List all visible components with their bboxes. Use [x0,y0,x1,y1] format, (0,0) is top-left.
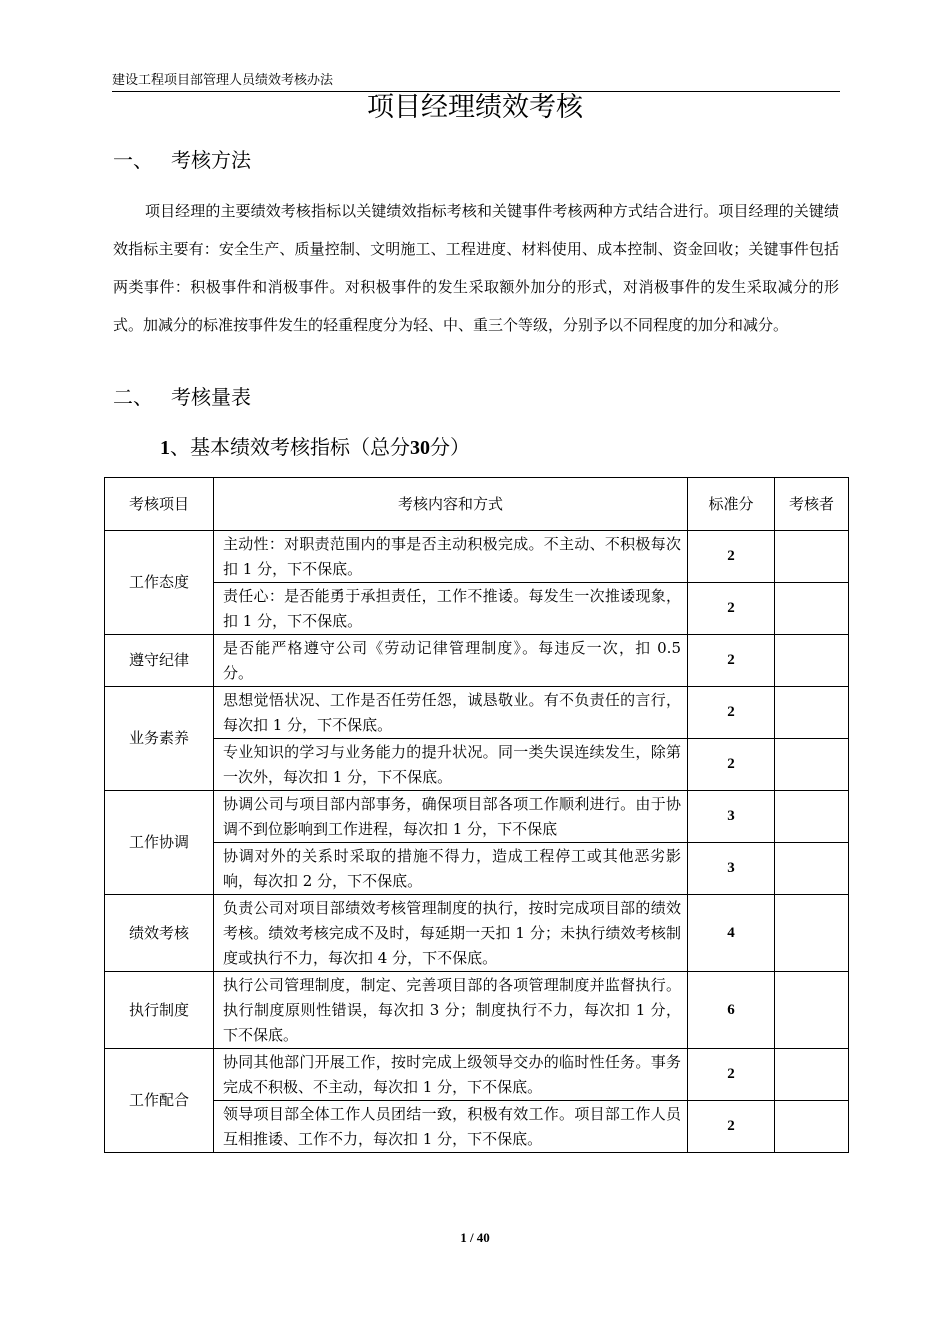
content-cell: 协调公司与项目部内部事务，确保项目部各项工作顺利进行。由于协调不到位影响到工作进程，每次扣 1 分，下不保底 [214,791,688,843]
content-cell: 专业知识的学习与业务能力的提升状况。同一类失误连续发生，除第一次外，每次扣 1 分，下不保底。 [214,739,688,791]
section-title: 考核量表 [171,385,251,409]
content-cell: 协调对外的关系时采取的措施不得力，造成工程停工或其他恶劣影响，每次扣 2 分，下不保底。 [214,843,688,895]
running-header: 建设工程项目部管理人员绩效考核办法 [112,72,840,92]
subsection-heading [160,432,470,463]
table-row [105,739,849,791]
content-cell: 领导项目部全体工作人员团结一致，积极有效工作。项目部工作人员互相推诿、工作不力，每次扣 1 分，下不保底。 [214,1101,688,1153]
score-cell: 2 [688,635,775,687]
table-row [105,972,849,1049]
kpi-table-body [105,478,849,1153]
score-cell: 2 [688,739,775,791]
header-category: 考核项目 [105,478,214,531]
subsection-text-end: 分） [430,435,470,459]
content-cell: 责任心：是否能勇于承担责任，工作不推诿。每发生一次推诿现象，扣 1 分，下不保底。 [214,583,688,635]
score-cell: 2 [688,583,775,635]
content-cell: 是否能严格遵守公司《劳动记律管理制度》。每违反一次，扣 0.5 分。 [214,635,688,687]
category-cell: 工作协调 [105,791,214,895]
category-cell: 工作态度 [105,531,214,635]
section-heading-method [113,146,251,174]
table-row [105,791,849,843]
category-cell: 执行制度 [105,972,214,1049]
assessor-cell [775,1101,849,1153]
subsection-total: 30 [410,437,430,459]
header-content: 考核内容和方式 [214,478,688,531]
kpi-table [104,477,849,1153]
score-cell: 2 [688,1101,775,1153]
subsection-prefix: 1 [160,437,170,459]
header-score: 标准分 [688,478,775,531]
score-cell: 6 [688,972,775,1049]
category-cell: 工作配合 [105,1049,214,1153]
content-cell: 负责公司对项目部绩效考核管理制度的执行，按时完成项目部的绩效考核。绩效考核完成不及时，每延期一天扣 1 分；未执行绩效考核制度或执行不力，每次扣 4 分，下不保底。 [214,895,688,972]
page-number: 1 / 40 [460,1230,490,1245]
assessor-cell [775,687,849,739]
section-number: 一、 [113,148,153,172]
table-row [105,1049,849,1101]
content-cell: 协同其他部门开展工作，按时完成上级领导交办的临时性任务。事务完成不积极、不主动，每次扣 1 分，下不保底。 [214,1049,688,1101]
table-row [105,687,849,739]
subsection-text: 、基本绩效考核指标（总分 [170,435,410,459]
table-row [105,843,849,895]
table-row [105,1101,849,1153]
content-cell: 思想觉悟状况、工作是否任劳任怨，诚恳敬业。有不负责任的言行，每次扣 1 分，下不保底。 [214,687,688,739]
category-cell: 遵守纪律 [105,635,214,687]
assessor-cell [775,843,849,895]
assessor-cell [775,635,849,687]
content-cell: 主动性：对职责范围内的事是否主动积极完成。不主动、不积极每次扣 1 分，下不保底。 [214,531,688,583]
content-cell: 执行公司管理制度，制定、完善项目部的各项管理制度并监督执行。执行制度原则性错误，每次扣 3 分；制度执行不力，每次扣 1 分，下不保底。 [214,972,688,1049]
score-cell: 2 [688,687,775,739]
table-row [105,583,849,635]
assessor-cell [775,895,849,972]
assessor-cell [775,583,849,635]
table-header-row [105,478,849,531]
score-cell: 3 [688,791,775,843]
section-title: 考核方法 [171,148,251,172]
section-number: 二、 [113,385,153,409]
category-cell: 绩效考核 [105,895,214,972]
table-row [105,531,849,583]
table-row [105,635,849,687]
score-cell: 3 [688,843,775,895]
assessor-cell [775,791,849,843]
assessor-cell [775,739,849,791]
assessor-cell [775,1049,849,1101]
section-heading-scale [113,383,251,411]
category-cell: 业务素养 [105,687,214,791]
method-paragraph: 项目经理的主要绩效考核指标以关键绩效指标考核和关键事件考核两种方式结合进行。项目经理的关键绩效指标主要有：安全生产、质量控制、文明施工、工程进度、材料使用、成本控制、资金回收；关键事件包括两类事件：积极事件和消极事件。对积极事件的发生采取额外加分的形式，对消极事件的发生采取减分的形式。加减分的标准按事件发生的轻重程度分为轻、中、重三个等级，分别予以不同程度的加分和减分。 [113,202,839,334]
score-cell: 2 [688,1049,775,1101]
assessor-cell [775,972,849,1049]
assessor-cell [775,531,849,583]
score-cell: 4 [688,895,775,972]
score-cell: 2 [688,531,775,583]
header-assessor: 考核者 [775,478,849,531]
table-row [105,895,849,972]
document-title: 项目经理绩效考核 [367,92,583,123]
